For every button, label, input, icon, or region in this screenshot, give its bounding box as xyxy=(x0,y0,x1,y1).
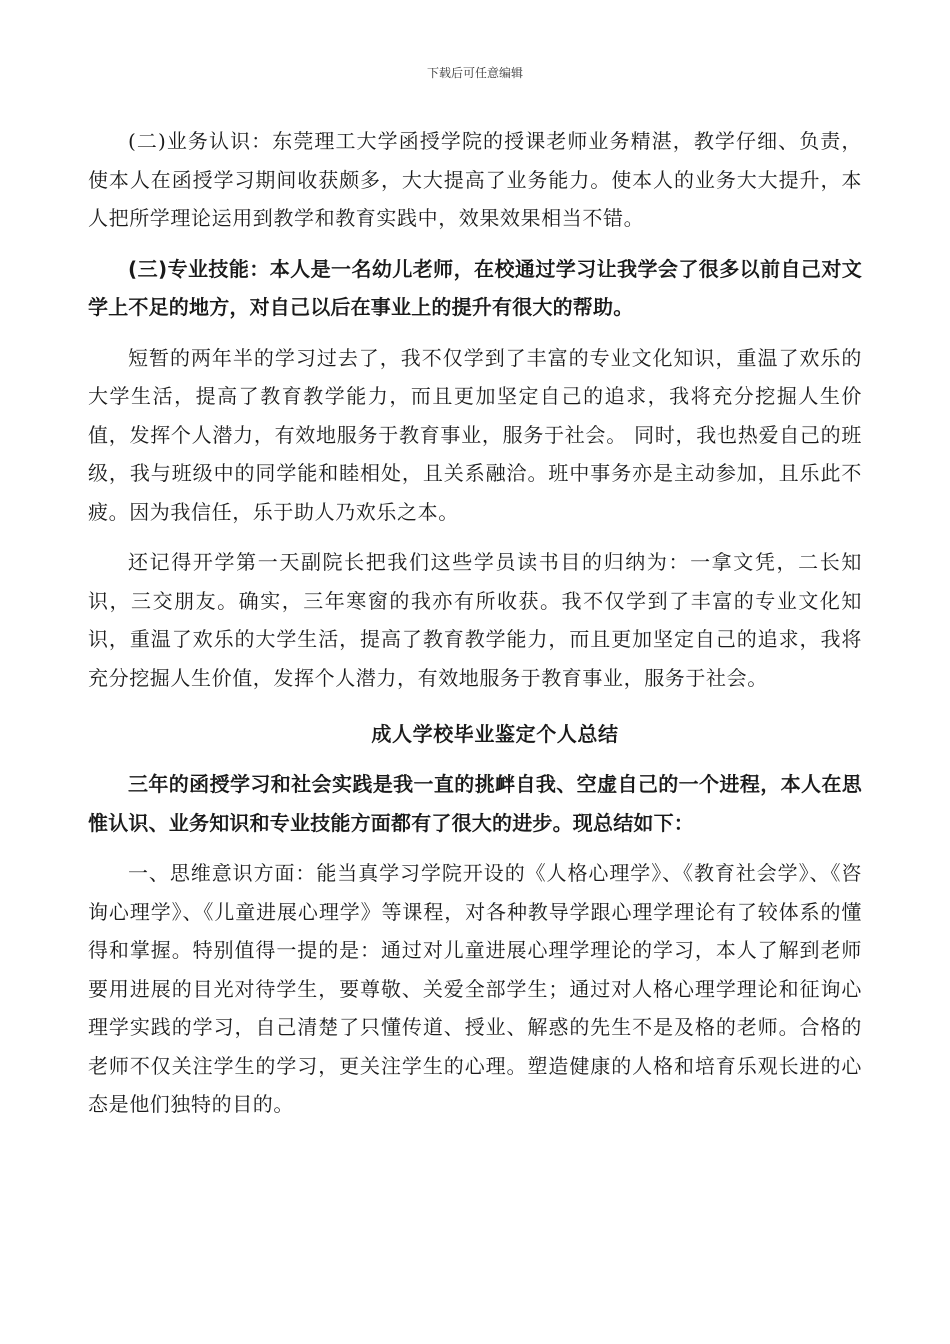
page-header-watermark: 下载后可任意编辑 xyxy=(426,66,523,80)
paragraph-study-summary: 短暂的两年半的学习过去了，我不仅学到了丰富的专业文化知识，重温了欢乐的大学生活，提高了教育教学能力，而且更加坚定自己的追求，我将充分挖掘人生价值，发挥个人潜力，有效地服务于教育事业，服务于社会。 同时，我也热爱自己的班级，我与班级中的同学能和睦相处，且关系融洽。班中事务亦是主动参加，且乐此不疲。因为我信任，乐于助人乃欢乐之本。 xyxy=(88,345,862,524)
section-title: 成人学校毕业鉴定个人总结 xyxy=(371,722,619,746)
paragraph-thinking-awareness: 一、思维意识方面：能当真学习学院开设的《人格心理学》、《教育社会学》、《咨询心理学》、《儿童进展心理学》等课程，对各种教导学跟心理学理论有了较体系的懂得和掌握。特别值得一提的是：通过对儿童进展心理学理论的学习，本人了解到老师要用进展的目光对待学生，要尊敬、关爱全部学生；通过对人格心理学理论和征询心理学实践的学习，自己清楚了只懂传道、授业、解惑的先生不是及格的老师。合格的老师不仅关注学生的学习，更关注学生的心理。塑造健康的人格和培育乐观长进的心态是他们独特的目的。 xyxy=(88,861,862,1116)
paragraph-professional-skills: (三)专业技能：本人是一名幼儿老师，在校通过学习让我学会了很多以前自己对文学上不足的地方，对自己以后在事业上的提升有很大的帮助。 xyxy=(88,256,862,319)
paragraph-first-day-memory: 还记得开学第一天副院长把我们这些学员读书目的归纳为：一拿文凭，二长知识，三交朋友。确实，三年寒窗的我亦有所收获。我不仅学到了丰富的专业文化知识，重温了欢乐的大学生活，提高了教育教学能力，而且更加坚定自己的追求，我将充分挖掘人生价值，发挥个人潜力，有效地服务于教育事业，服务于社会。 xyxy=(88,550,862,690)
paragraph-business-knowledge: (二)业务认识：东莞理工大学函授学院的授课老师业务精湛，教学仔细、负责，使本人在函授学习期间收获颇多，大大提高了业务能力。使本人的业务大大提升，本人把所学理论运用到教学和教育实践中，效果效果相当不错。 xyxy=(88,129,862,230)
paragraph-intro-summary: 三年的函授学习和社会实践是我一直的挑衅自我、空虚自己的一个进程，本人在思惟认识、业务知识和专业技能方面都有了很大的进步。现总结如下： xyxy=(88,772,862,835)
document-body xyxy=(88,122,862,1124)
